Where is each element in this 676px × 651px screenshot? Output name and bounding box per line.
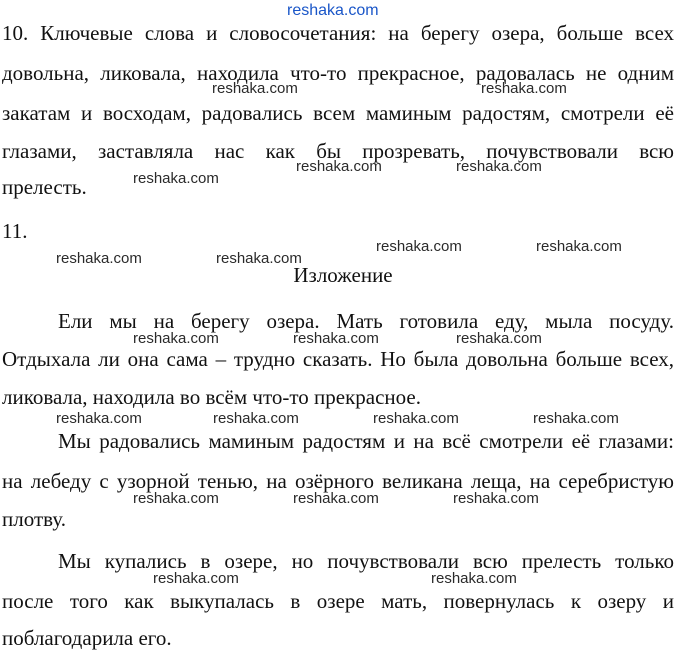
essay-title: Изложение <box>293 263 393 287</box>
paragraph-line: поблагодарила его. <box>2 626 172 650</box>
watermark: reshaka.com <box>456 330 542 347</box>
watermark: reshaka.com <box>481 80 567 97</box>
paragraph-line: Мы купались в озере, но почувствовали всю прелесть только <box>58 549 674 573</box>
paragraph-line: Отдыхала ли она сама – трудно сказать. Но была довольна больше всех, <box>2 347 674 371</box>
paragraph-line: плотву. <box>2 507 66 531</box>
watermark: reshaka.com <box>133 490 219 507</box>
paragraph-line: Мы радовались маминым радостям и на всё смотрели её глазами: <box>58 429 674 453</box>
text-line: прелесть. <box>2 175 87 199</box>
watermark: reshaka.com <box>216 250 302 267</box>
watermark: reshaka.com <box>456 158 542 175</box>
text-line: глазами, заставляла нас как бы прозревать, почувствовали всю <box>2 139 674 163</box>
watermark: reshaka.com <box>56 250 142 267</box>
watermark: reshaka.com <box>153 570 239 587</box>
paragraph-line: Ели мы на берегу озера. Мать готовила еду, мыла посуду. <box>58 309 674 333</box>
paragraph-line: после того как выкупалась в озере мать, повернулась к озеру и <box>2 589 674 613</box>
watermark: reshaka.com <box>293 330 379 347</box>
watermark: reshaka.com <box>133 330 219 347</box>
watermark: reshaka.com <box>212 80 298 97</box>
watermark: reshaka.com <box>431 570 517 587</box>
paragraph-line: ликовала, находила во всём что-то прекрасное. <box>2 385 421 409</box>
watermark: reshaka.com <box>536 238 622 255</box>
watermark: reshaka.com <box>133 170 219 187</box>
text-line: 10. Ключевые слова и словосочетания: на берегу озера, больше всех <box>2 21 674 45</box>
watermark: reshaka.com <box>296 158 382 175</box>
watermark: reshaka.com <box>373 410 459 427</box>
watermark: reshaka.com <box>213 410 299 427</box>
watermark: reshaka.com <box>453 490 539 507</box>
text-line: довольна, ликовала, находила что-то прекрасное, радовалась не одним <box>2 61 674 85</box>
section-number: 11. <box>2 219 28 243</box>
watermark: reshaka.com <box>376 238 462 255</box>
text-line: закатам и восходам, радовались всем маминым радостям, смотрели её <box>2 101 674 125</box>
watermark-top[interactable]: reshaka.com <box>287 2 379 19</box>
watermark: reshaka.com <box>56 410 142 427</box>
watermark: reshaka.com <box>293 490 379 507</box>
watermark: reshaka.com <box>533 410 619 427</box>
paragraph-line: на лебеду с узорной тенью, на озёрного великана леща, на серебристую <box>2 469 674 493</box>
